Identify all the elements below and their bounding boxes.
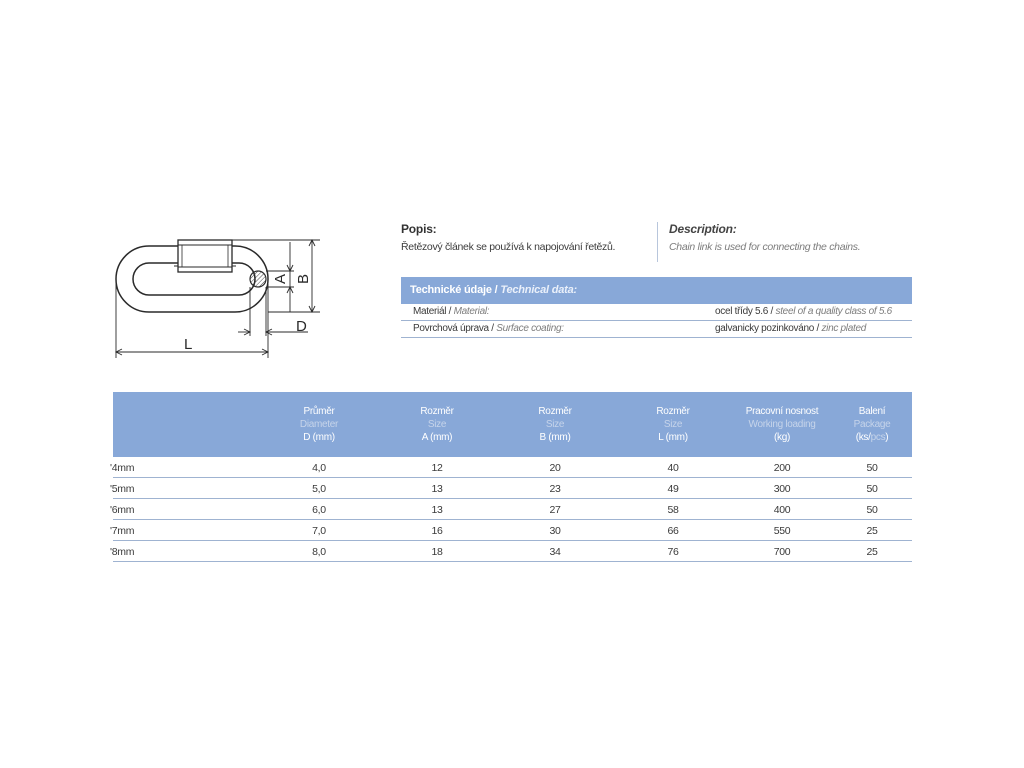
- cell-working-load: 700: [773, 546, 791, 558]
- cell-size-l: 66: [667, 525, 679, 537]
- cell-working-load: 400: [773, 504, 791, 516]
- cell-size-a: 13: [431, 504, 443, 516]
- cell-diameter: 8,0: [312, 546, 326, 558]
- description-text-cz: Řetězový článek se používá k napojování řetězů.: [401, 241, 616, 253]
- row-name: '8mm: [110, 546, 135, 558]
- cell-size-l: 58: [667, 504, 679, 516]
- row-name: '7mm: [110, 525, 135, 537]
- description-english: [657, 222, 912, 262]
- technical-row-coating: [401, 321, 912, 338]
- cell-size-b: 27: [549, 504, 561, 516]
- cell-size-l: 40: [667, 462, 679, 474]
- header-working-load: Pracovní nosnost Working loading (kg): [745, 406, 819, 443]
- wire-cross-section: [250, 271, 266, 287]
- cell-diameter: 6,0: [312, 504, 326, 516]
- cell-diameter: 5,0: [312, 483, 326, 495]
- header-size-b: Rozměr Size B (mm): [538, 406, 572, 443]
- chain-link-drawing: [108, 234, 330, 360]
- cell-size-b: 23: [549, 483, 561, 495]
- value-cz: ocel třídy 5.6 /: [715, 306, 774, 317]
- cell-working-load: 550: [773, 525, 791, 537]
- value-en: zinc plated: [821, 323, 866, 334]
- technical-data-title-cz: Technické údaje /: [410, 284, 498, 296]
- cell-package: 25: [866, 546, 878, 558]
- technical-row-material: [401, 304, 912, 321]
- label-en: Surface coating:: [496, 323, 564, 334]
- cell-package: 50: [866, 462, 878, 474]
- cell-size-b: 34: [549, 546, 561, 558]
- dimension-label-d: D: [296, 318, 307, 335]
- label-en: Material:: [453, 306, 490, 317]
- row-name: '6mm: [110, 504, 135, 516]
- description-title-en: Description:: [669, 222, 737, 236]
- description-text-en: Chain link is used for connecting the chains.: [669, 241, 861, 253]
- cell-diameter: 4,0: [312, 462, 326, 474]
- cell-package: 25: [866, 525, 878, 537]
- dimension-label-a: A: [272, 273, 289, 285]
- header-size-l: Rozměr Size L (mm): [656, 406, 690, 443]
- table-row: [110, 457, 912, 478]
- header-diameter: Průměr Diameter D (mm): [299, 406, 339, 443]
- header-package: Balení Package (ks/pcs): [853, 406, 891, 443]
- cell-diameter: 7,0: [312, 525, 326, 537]
- description-title-cz: Popis:: [401, 222, 437, 236]
- row-name: '4mm: [110, 462, 135, 474]
- value-cz: galvanicky pozinkováno /: [715, 323, 819, 334]
- cell-working-load: 300: [773, 483, 791, 495]
- cell-package: 50: [866, 504, 878, 516]
- screw-nut: [174, 240, 236, 272]
- label-cz: Povrchová úprava /: [413, 323, 494, 334]
- table-row: [110, 499, 912, 520]
- dimension-label-l: L: [184, 336, 193, 353]
- cell-size-l: 76: [667, 546, 679, 558]
- specifications-table: [110, 392, 912, 562]
- technical-data-table: [401, 277, 912, 338]
- description-czech: [401, 222, 649, 253]
- cell-size-a: 13: [431, 483, 443, 495]
- header-size-a: Rozměr Size A (mm): [420, 406, 454, 443]
- chain-link-diagram: [108, 234, 330, 360]
- cell-size-a: 12: [431, 462, 443, 474]
- cell-package: 50: [866, 483, 878, 495]
- specifications-header: [113, 392, 912, 457]
- value-en: steel of a quality class of 5.6: [775, 306, 892, 317]
- technical-data-title-en: Technical data:: [500, 284, 578, 296]
- cell-size-a: 16: [431, 525, 443, 537]
- table-row: [110, 520, 912, 541]
- row-name: '5mm: [110, 483, 135, 495]
- cell-size-b: 20: [549, 462, 561, 474]
- cell-size-a: 18: [431, 546, 443, 558]
- label-cz: Materiál /: [413, 306, 452, 317]
- technical-data-header: [401, 277, 912, 304]
- cell-size-b: 30: [549, 525, 561, 537]
- dimension-label-b: B: [295, 273, 312, 285]
- table-row: [110, 541, 912, 562]
- table-row: [110, 478, 912, 499]
- cell-working-load: 200: [773, 462, 791, 474]
- cell-size-l: 49: [667, 483, 679, 495]
